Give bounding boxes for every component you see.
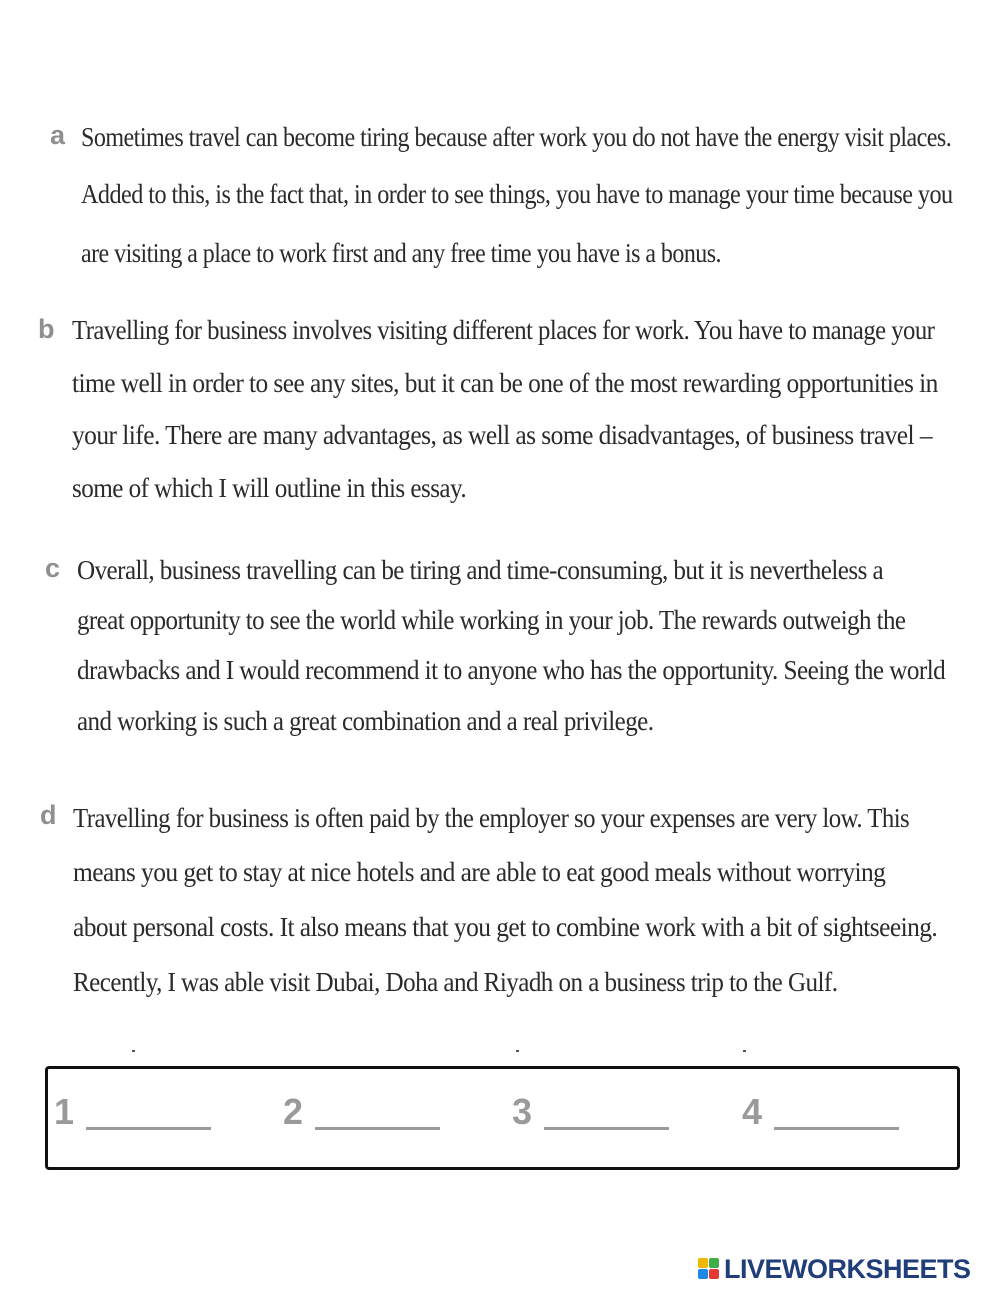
paragraph-line: Travelling for business involves visiting different places for work. You have to manage your [72,315,935,345]
answer-blank-3[interactable] [544,1127,669,1130]
scan-mark [516,1050,519,1052]
paragraph-line: Recently, I was able visit Dubai, Doha and Riyadh on a business trip to the Gulf. [73,967,838,997]
paragraph-line: and working is such a great combination and a real privilege. [77,706,654,736]
answer-number: 1 [54,1091,75,1132]
paragraph-line: time well in order to see any sites, but it can be one of the most rewarding opportunities in [72,368,938,398]
paragraph-letter: c [45,553,61,583]
liveworksheets-logo-icon [698,1258,720,1280]
answer-blank-4[interactable] [774,1127,899,1130]
paragraph-letter: b [38,314,55,344]
paragraph-line: Added to this, is the fact that, in order to see things, you have to manage your time because you [81,179,953,209]
brand-name: LIVEWORKSHEETS [724,1254,971,1284]
answer-blank-1[interactable] [86,1127,211,1130]
paragraph-line: Overall, business travelling can be tiring and time-consuming, but it is nevertheless a [77,555,884,585]
paragraph-line: your life. There are many advantages, as well as some disadvantages, of business travel – [72,420,933,450]
paragraph-line: some of which I will outline in this essay. [72,473,467,503]
paragraph-line: about personal costs. It also means that you get to combine work with a bit of sightseeing. [73,912,938,942]
scan-mark [743,1050,746,1052]
paragraph-line: are visiting a place to work first and any free time you have is a bonus. [81,238,721,268]
answer-box [45,1066,960,1170]
paragraph-letter: a [50,120,66,150]
answer-number: 4 [742,1091,763,1132]
paragraph-line: Sometimes travel can become tiring because after work you do not have the energy visit places. [81,122,952,152]
answer-number: 2 [283,1091,304,1132]
paragraph-line: means you get to stay at nice hotels and are able to eat good meals without worrying [73,857,886,887]
answer-number: 3 [512,1091,533,1132]
paragraph-line: drawbacks and I would recommend it to anyone who has the opportunity. Seeing the world [77,655,946,685]
answer-blank-2[interactable] [315,1127,440,1130]
paragraph-line: great opportunity to see the world while working in your job. The rewards outweigh the [77,605,906,635]
paragraph-letter: d [40,800,57,830]
paragraph-line: Travelling for business is often paid by the employer so your expenses are very low. This [73,803,910,833]
scan-mark [132,1050,135,1052]
